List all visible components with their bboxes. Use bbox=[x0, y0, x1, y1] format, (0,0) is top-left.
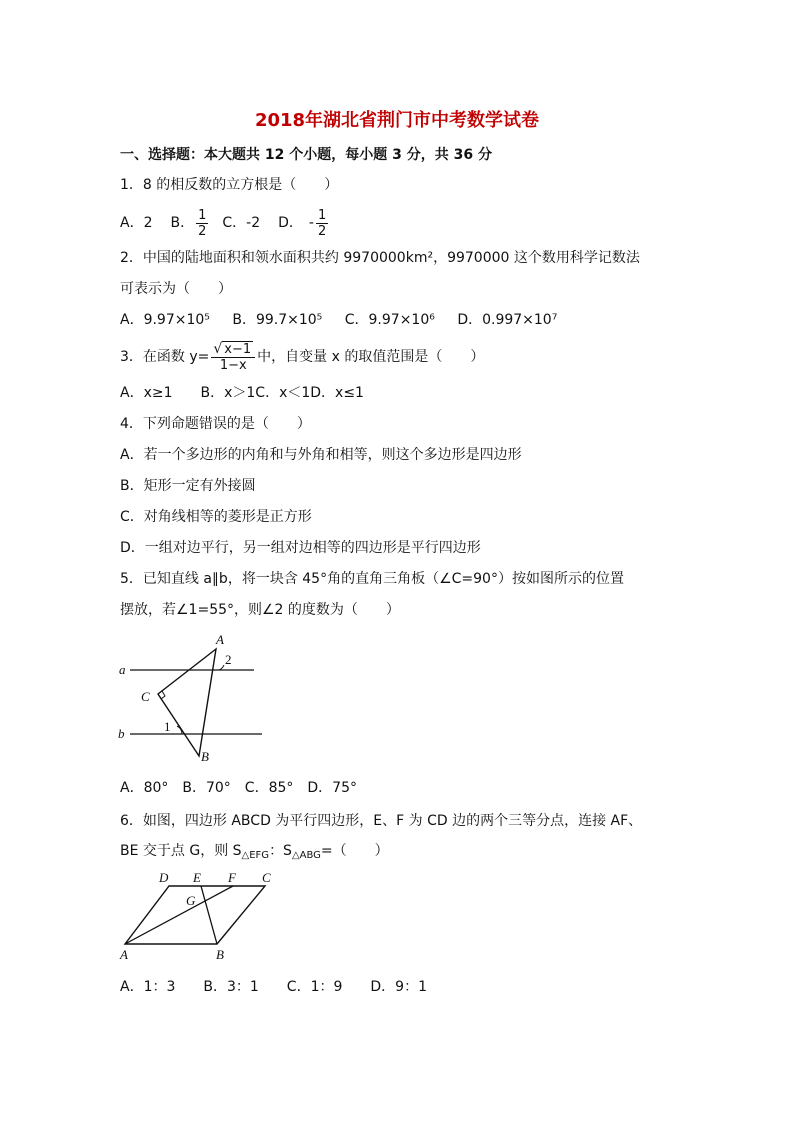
q4-option-d: D．一组对边平行，另一组对边相等的四边形是平行四边形 bbox=[120, 540, 481, 556]
question-3-options: A．x≥1 B．x＞1C．x＜1D．x≤1 bbox=[120, 385, 364, 401]
question-2-stem-line1: 2．中国的陆地面积和领水面积共约 9970000km²，9970000 这个数用科学记数法 bbox=[120, 250, 640, 266]
right-angle-mark bbox=[161, 691, 165, 699]
label-A: A bbox=[216, 632, 224, 647]
q5-figure bbox=[112, 628, 272, 768]
angle-2-arc bbox=[219, 665, 224, 670]
question-5-stem-line1: 5．已知直线 a∥b，将一块含 45°角的直角三角板（∠C=90°）按如图所示的位置 bbox=[120, 571, 624, 587]
q1-option-a: A．2 bbox=[120, 215, 153, 231]
q4-option-b: B．矩形一定有外接圆 bbox=[120, 478, 256, 494]
q3-stem-pre: 3．在函数 y= bbox=[120, 349, 210, 365]
q2-option-a: A．9.97×10⁵ bbox=[120, 312, 210, 328]
label-C: C bbox=[262, 870, 271, 885]
question-5-options: A．80° B．70° C．85° D．75° bbox=[120, 780, 357, 796]
label-angle-1: 1 bbox=[164, 719, 171, 734]
segment-af bbox=[125, 886, 233, 944]
question-1-stem: 1．8 的相反数的立方根是（ ） bbox=[120, 177, 339, 193]
q2-option-c: C．9.97×10⁶ bbox=[344, 312, 435, 328]
triangle-abc bbox=[158, 649, 216, 756]
q6-figure bbox=[112, 868, 282, 968]
label-G: G bbox=[186, 893, 196, 908]
question-2-options bbox=[120, 311, 557, 329]
q1-option-d-sign: - bbox=[308, 215, 314, 231]
question-1-options bbox=[120, 206, 330, 240]
segment-be bbox=[201, 886, 217, 944]
question-4-stem: 4．下列命题错误的是（ ） bbox=[120, 416, 311, 432]
question-2-stem-line2: 可表示为（ ） bbox=[120, 281, 232, 297]
question-6-stem-line1: 6．如图，四边形 ABCD 为平行四边形，E、F 为 CD 边的两个三等分点，连接 AF、 bbox=[120, 813, 643, 829]
label-A: A bbox=[120, 947, 128, 962]
label-E: E bbox=[193, 870, 201, 885]
angle-1-arc bbox=[177, 726, 182, 734]
q3-function-fraction: $\frac{√ x-1}{1-x}$ bbox=[211, 342, 255, 373]
q2-option-d: D．0.997×10⁷ bbox=[457, 312, 558, 328]
label-C: C bbox=[141, 689, 150, 704]
label-B: B bbox=[201, 749, 209, 764]
q4-option-a: A．若一个多边形的内角和与外角和相等，则这个多边形是四边形 bbox=[120, 447, 522, 463]
question-6-stem-line2: BE 交于点 G，则 $S_{\triangle EFG}$：$S_{\triangle ABG}=$（ ） bbox=[120, 843, 389, 861]
section-heading: 一、选择题：本大题共 12 个小题，每小题 3 分，共 36 分 bbox=[120, 147, 492, 163]
q1-option-b-fraction: $\frac{1}{2}$ bbox=[198, 207, 207, 239]
label-D: D bbox=[159, 870, 169, 885]
q1-option-b: B． bbox=[170, 215, 195, 231]
q1-option-d: D． bbox=[278, 215, 303, 231]
question-5-stem-line2: 摆放，若∠1=55°，则∠2 的度数为（ ） bbox=[120, 602, 400, 618]
q4-option-c: C．对角线相等的菱形是正方形 bbox=[120, 509, 312, 525]
question-3-stem bbox=[120, 340, 484, 374]
page-title: 2018年湖北省荆门市中考数学试卷 bbox=[254, 110, 540, 131]
q3-stem-post: 中，自变量 x 的取值范围是（ ） bbox=[257, 349, 485, 365]
area-subscript-efg: △EFG bbox=[241, 850, 270, 861]
label-angle-2: 2 bbox=[225, 652, 232, 667]
question-6-options: A．1：3 B．3：1 C．1：9 D．9：1 bbox=[120, 979, 427, 995]
q1-option-c: C．-2 bbox=[222, 215, 261, 231]
area-subscript-abg: △ABG bbox=[291, 850, 321, 861]
label-line-a: a bbox=[119, 662, 126, 677]
q1-option-d-fraction: $\frac{1}{2}$ bbox=[317, 207, 327, 239]
label-B: B bbox=[216, 947, 224, 962]
label-F: F bbox=[228, 870, 236, 885]
label-line-b: b bbox=[118, 726, 125, 741]
q2-option-b: B．99.7×10⁵ bbox=[232, 312, 323, 328]
